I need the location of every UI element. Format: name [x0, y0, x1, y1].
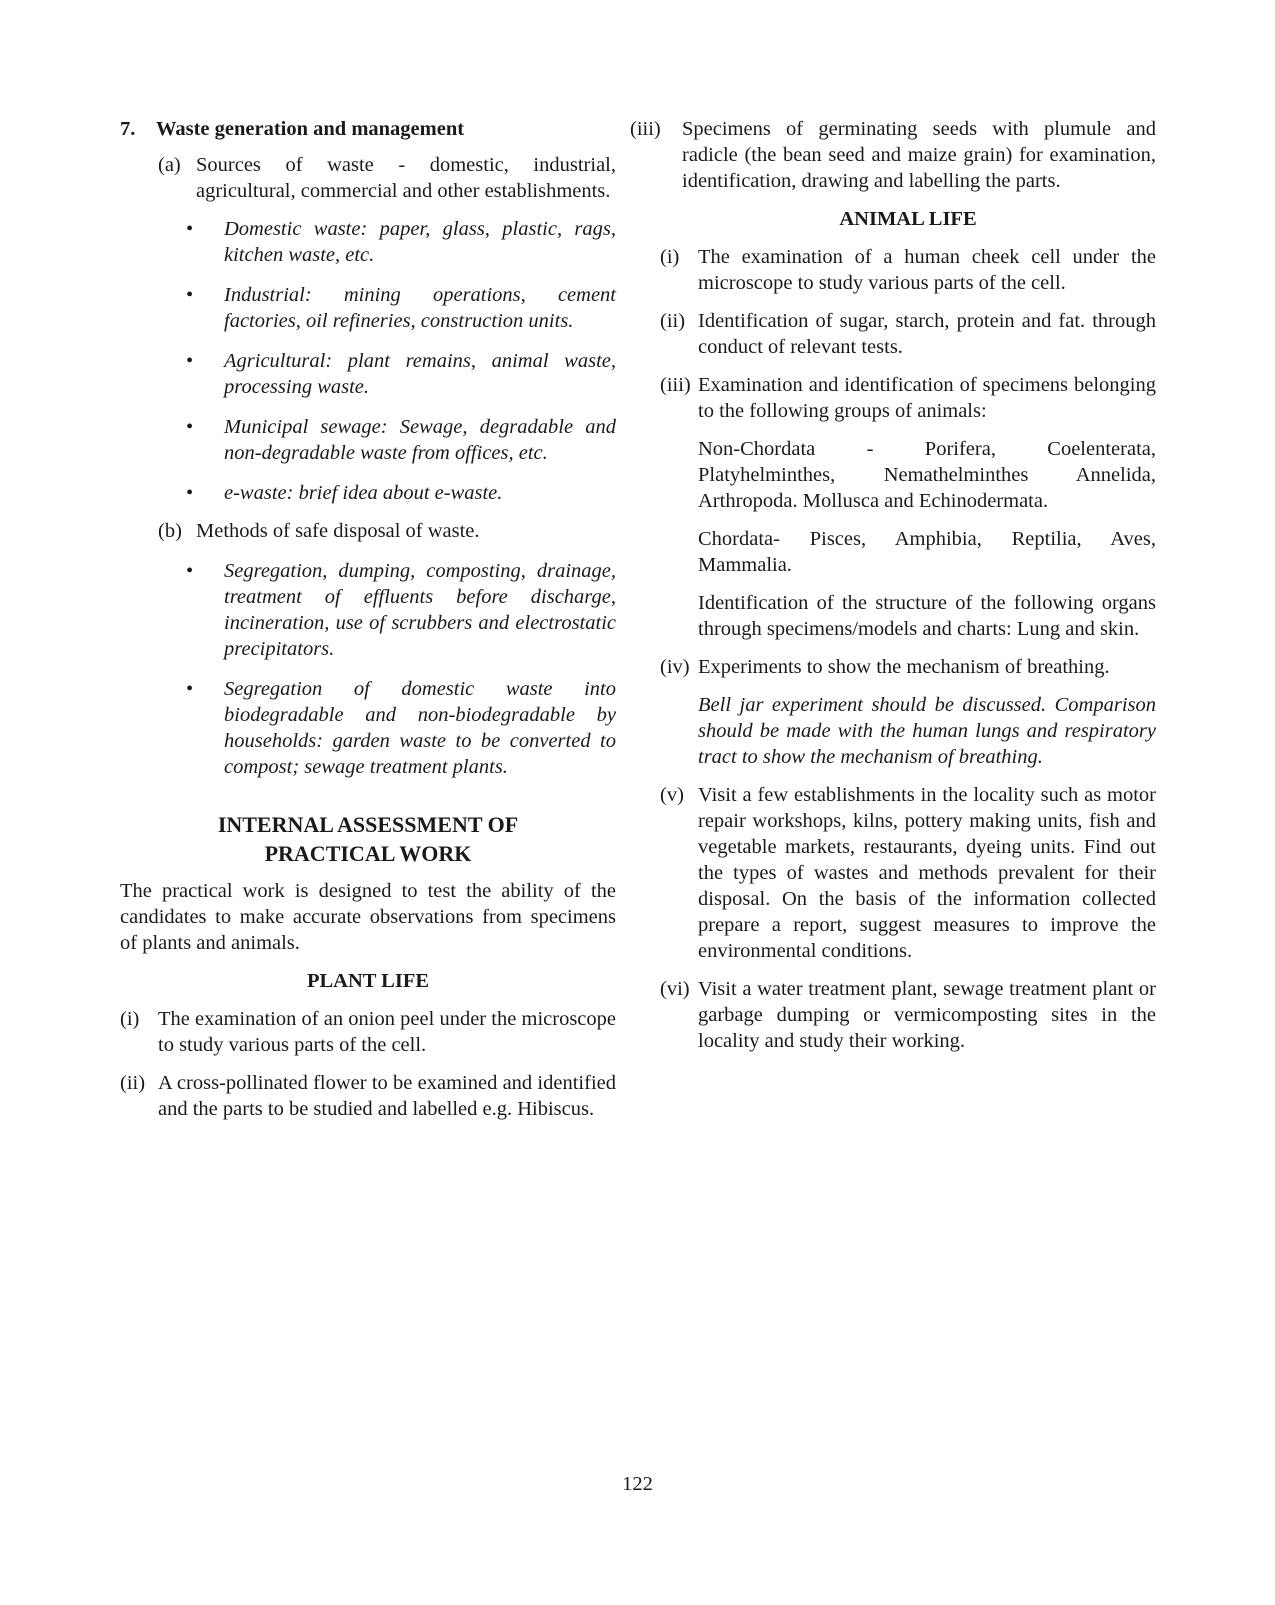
animal-item-ii: (ii) Identification of sugar, starch, protein and fat. through conduct of relevant tests.: [660, 310, 1156, 358]
bullet-icon: •: [186, 678, 194, 700]
plant-item-ii: (ii) A cross-pollinated flower to be examined and identified and the parts to be studied and labelled e.g. Hibiscus.: [120, 1072, 616, 1120]
right-column: [630, 116, 1156, 1066]
item-a-label: (a): [158, 154, 181, 176]
bullet-icon: •: [186, 416, 194, 438]
animal-life-heading: ANIMAL LIFE: [839, 208, 977, 230]
section-title: Waste generation and management: [156, 118, 465, 140]
plant-life-heading: PLANT LIFE: [306, 970, 430, 992]
page-number: 122: [622, 1473, 653, 1495]
bullet-industrial: • Industrial: mining operations, cement factories, oil refineries, construction units.: [186, 284, 616, 332]
internal-assessment-text: The practical work is designed to test the ability of the candidates to make accurate observations from specimens of plants and animals.: [120, 880, 616, 954]
item-a: [120, 152, 616, 204]
animal-item-iv: (iv) Experiments to show the mechanism of breathing.: [660, 656, 1110, 678]
bullet-icon: •: [186, 560, 194, 582]
section-number: 7.: [120, 118, 136, 140]
chordata-text: Chordata- Pisces, Amphibia, Reptilia, Aves, Mammalia.: [698, 528, 1156, 576]
item-b-label: (b): [158, 520, 182, 542]
internal-assessment-heading: INTERNAL ASSESSMENT OF PRACTICAL WORK: [217, 812, 519, 866]
animal-item-i: (i) The examination of a human cheek cell under the microscope to study various parts of the cell.: [660, 246, 1156, 294]
bullet-ewaste: • e-waste: brief idea about e-waste.: [186, 482, 503, 504]
animal-item-vi: (vi) Visit a water treatment plant, sewage treatment plant or garbage dumping or vermicomposting sites in the locality and study their working.: [660, 978, 1156, 1052]
bullet-icon: •: [186, 284, 194, 306]
animal-item-iii: (iii) Examination and identification of specimens belonging to the following groups of animals:: [660, 374, 1156, 422]
item-a-text: Sources of waste - domestic, industrial, agricultural, commercial and other establishments.: [196, 154, 616, 202]
animal-item-v: (v) Visit a few establishments in the locality such as motor repair workshops, kilns, pottery making units, fish and vegetable markets, restaurants, dyeing units. Find out the types of wastes and methods prevalent for their disposal. On the basis of the information collected prepare a report, suggest measures to improve the environmental conditions.: [660, 784, 1156, 962]
bullet-agricultural: • Agricultural: plant remains, animal waste, processing waste.: [186, 350, 616, 398]
organs-text: Identification of the structure of the following organs through specimens/models and charts: Lung and skin.: [698, 592, 1156, 640]
bullet-icon: •: [186, 350, 194, 372]
bullet-municipal: • Municipal sewage: Sewage, degradable and non-degradable waste from offices, etc.: [186, 416, 616, 464]
plant-item-iii: (iii) Specimens of germinating seeds with plumule and radicle (the bean seed and maize grain) for examination, identification, drawing and labelling the parts.: [630, 118, 1156, 192]
bullet-icon: •: [186, 218, 194, 240]
non-chordata-text: Non-Chordata - Porifera, Coelenterata, Platyhelminthes, Nemathelminthes Annelida, Arthropoda. Mollusca and Echinodermata.: [698, 438, 1156, 512]
section-heading: [120, 116, 616, 142]
bell-jar-text: Bell jar experiment should be discussed. Comparison should be made with the human lungs and respiratory tract to show the mechanism of breathing.: [698, 694, 1156, 768]
bullet-domestic-segregation: • Segregation of domestic waste into biodegradable and non-biodegradable by households: garden waste to be converted to compost; sewage treatment plants.: [186, 678, 616, 778]
item-b: [120, 518, 616, 544]
bullet-icon: •: [186, 482, 194, 504]
item-b-text: Methods of safe disposal of waste.: [196, 520, 480, 542]
bullet-domestic: • Domestic waste: paper, glass, plastic, rags, kitchen waste, etc.: [186, 218, 616, 266]
left-column: [120, 116, 616, 1134]
bullet-segregation: • Segregation, dumping, composting, drainage, treatment of effluents before discharge, incineration, use of scrubbers and electrostatic precipitators.: [186, 560, 616, 660]
plant-item-i: (i) The examination of an onion peel under the microscope to study various parts of the cell.: [120, 1008, 616, 1056]
